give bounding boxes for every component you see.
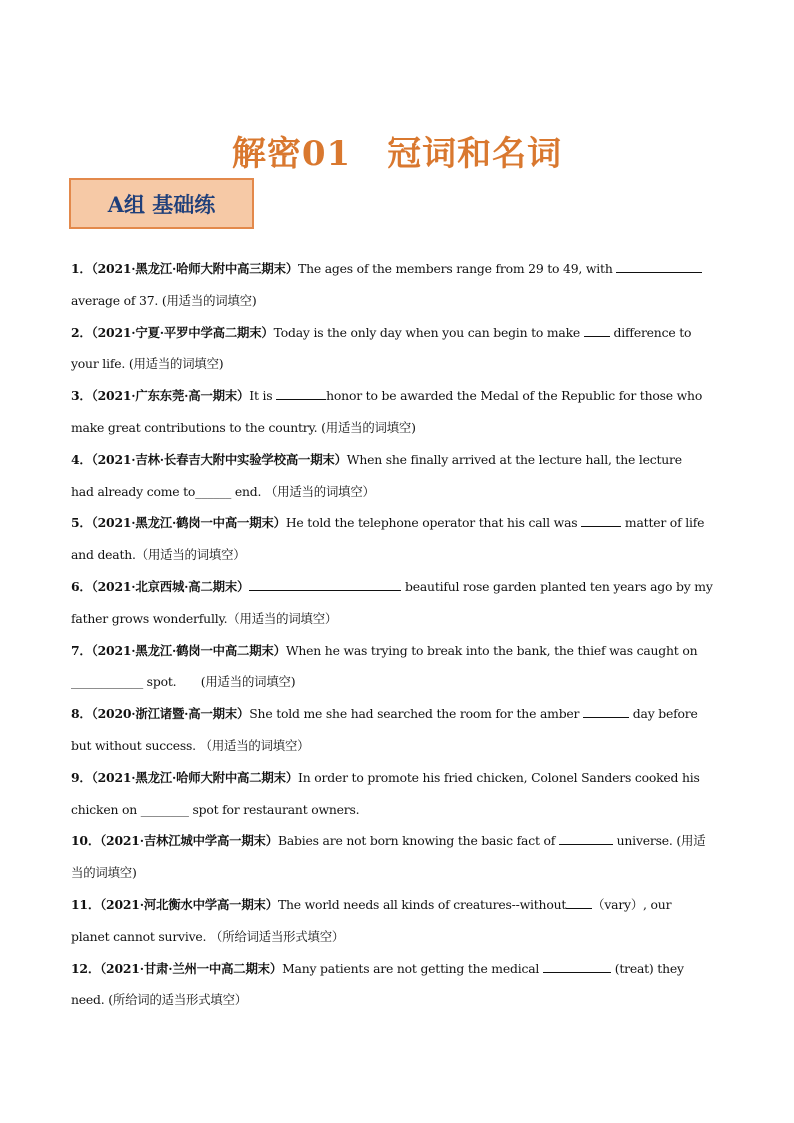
question-text: He told the telephone operator that his call was: [285, 515, 578, 531]
question-number: 10．: [71, 833, 101, 849]
question-text-cont: and death.（用适当的词填空）: [71, 547, 246, 563]
answer-blank[interactable]: [616, 260, 702, 273]
question-text-cont: had already come to______ end. （用适当的词填空）: [71, 483, 375, 499]
question-text: (treat) they: [614, 960, 684, 976]
question-10: [71, 825, 731, 889]
question-source: （2021·北京西城·高二期末）: [91, 578, 250, 594]
question-2: [71, 317, 731, 381]
question-number: 7．: [71, 642, 92, 658]
question-number: 8．: [71, 706, 92, 722]
question-number: 6．: [71, 578, 92, 594]
question-5: [71, 507, 731, 571]
question-text: In order to promote his fried chicken, Colonel Sanders cooked his: [298, 769, 700, 785]
question-number: 12．: [71, 960, 101, 976]
question-3: [71, 380, 731, 444]
question-text: difference to: [613, 324, 692, 340]
answer-blank[interactable]: [249, 578, 401, 591]
question-source: （2021·甘肃·兰州一中高二期末）: [100, 960, 283, 976]
question-7: [71, 635, 731, 699]
question-source: （2021·黑龙江·鹤岗一中高二期末）: [91, 642, 286, 658]
question-text: When she finally arrived at the lecture hall, the lecture: [346, 451, 682, 467]
group-label-box: [69, 178, 254, 229]
question-number: 9．: [71, 769, 92, 785]
answer-blank[interactable]: [276, 387, 326, 400]
question-text-cont: ____________ spot. (用适当的词填空): [71, 674, 296, 690]
question-source: （2021·吉林江城中学高一期末）: [100, 833, 278, 849]
question-text-cont: 当的词填空): [71, 865, 137, 881]
question-text-cont: need. (所给词的适当形式填空）: [71, 992, 247, 1008]
question-source: （2021·广东东莞·高一期末）: [91, 388, 250, 404]
question-text: The ages of the members range from 29 to 49, with: [298, 261, 613, 276]
question-text: Today is the only day when you can begin to make: [273, 324, 581, 340]
question-text-cont: planet cannot survive. （所给词适当形式填空）: [71, 928, 345, 944]
question-6: [71, 571, 731, 635]
question-number: 11．: [71, 896, 101, 912]
question-text: It is: [249, 388, 273, 404]
question-9: [71, 762, 731, 826]
question-text: The world needs all kinds of creatures--without: [277, 896, 567, 912]
question-text: Babies are not born knowing the basic fact of: [277, 833, 556, 849]
question-number: 4．: [71, 451, 92, 467]
question-1: [71, 253, 731, 317]
question-number: 3．: [71, 388, 92, 404]
question-text: matter of life: [624, 515, 705, 531]
question-text: When he was trying to break into the bank, the thief was caught on: [285, 642, 698, 658]
question-text: honor to be awarded the Medal of the Republic for those who: [326, 388, 703, 404]
question-source: （2021·河北衡水中学高一期末）: [100, 896, 278, 912]
title-sub: 冠词和名词: [387, 134, 563, 174]
question-text: day before: [632, 706, 698, 722]
question-text-cont: chicken on ________ spot for restaurant owners.: [71, 801, 360, 817]
answer-blank[interactable]: [581, 514, 621, 527]
question-text: She told me she had searched the room for the amber: [249, 706, 580, 722]
question-list: [71, 253, 731, 1016]
answer-blank[interactable]: [566, 896, 592, 909]
question-source: （2021·宁夏·平罗中学高二期末）: [91, 324, 274, 340]
question-number: 2．: [71, 324, 92, 340]
question-number: 1．: [71, 261, 92, 276]
question-4: [71, 444, 731, 508]
answer-blank[interactable]: [543, 960, 611, 973]
question-number: 5．: [71, 515, 92, 531]
question-text: Many patients are not getting the medical: [282, 960, 540, 976]
question-8: [71, 698, 731, 762]
question-text-cont: make great contributions to the country. (用适当的词填空): [71, 419, 416, 435]
question-text: beautiful rose garden planted ten years ago by my: [405, 578, 713, 594]
question-12: [71, 953, 731, 1017]
answer-blank[interactable]: [583, 705, 629, 718]
question-source: （2021·黑龙江·哈师大附中高二期末）: [91, 769, 299, 785]
question-text-cont: father grows wonderfully.（用适当的词填空）: [71, 610, 338, 626]
question-text-cont: but without success. （用适当的词填空）: [71, 737, 310, 753]
answer-blank[interactable]: [584, 324, 610, 337]
question-source: （2020·浙江诸暨·高一期末）: [91, 706, 250, 722]
question-source: （2021·黑龙江·鹤岗一中高一期末）: [91, 515, 286, 531]
question-11: [71, 889, 731, 953]
question-source: （2021·黑龙江·哈师大附中高三期末）: [91, 261, 299, 276]
question-source: （2021·吉林·长春吉大附中实验学校高一期末）: [91, 451, 347, 467]
answer-blank[interactable]: [559, 832, 613, 845]
title-main: 解密01: [231, 134, 352, 174]
group-label: A组 基础练: [107, 191, 216, 217]
question-text: universe. (用适: [616, 833, 706, 849]
question-text-cont: your life. (用适当的词填空): [71, 356, 224, 372]
question-text-cont: average of 37. (用适当的词填空): [71, 292, 257, 308]
question-text: （vary）, our: [592, 896, 672, 912]
page-title: [0, 126, 794, 175]
